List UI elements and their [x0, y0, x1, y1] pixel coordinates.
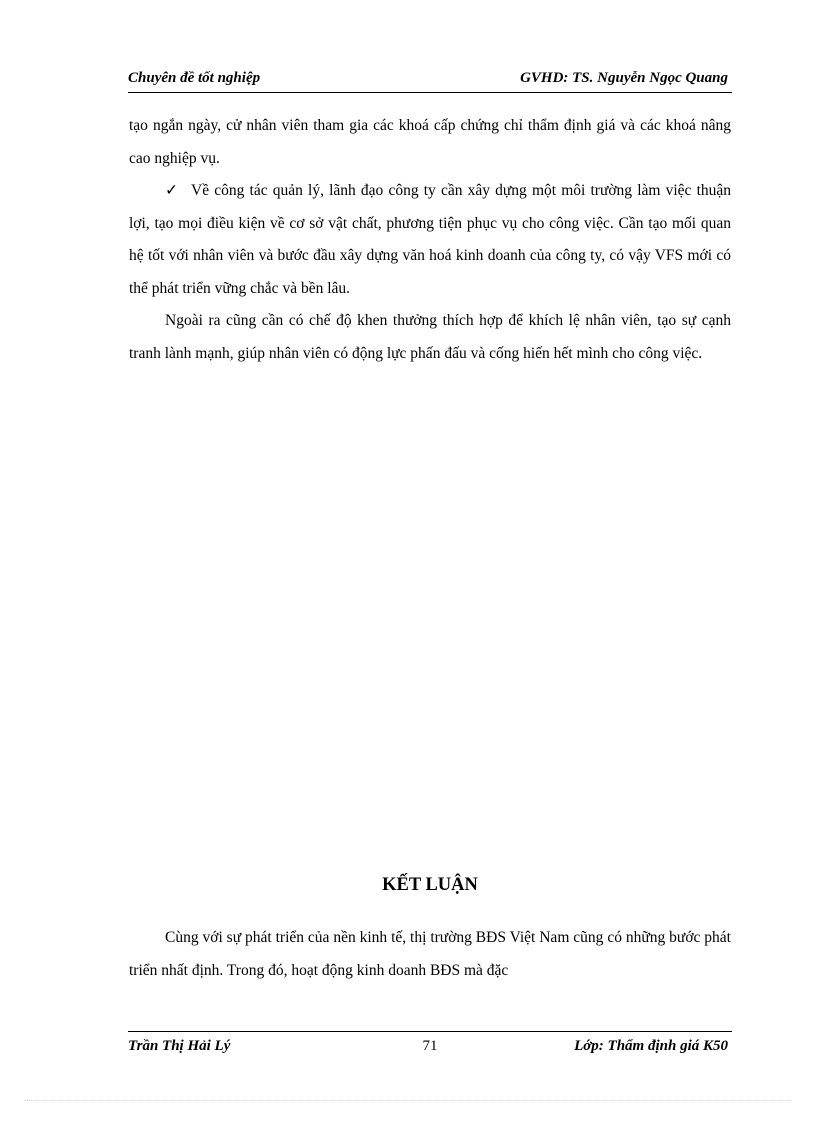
header-title: Chuyên đề tốt nghiệp	[128, 70, 261, 86]
footer-author: Trần Thị Hải Lý	[128, 1038, 231, 1054]
header-supervisor: GVHD: TS. Nguyễn Ngọc Quang	[520, 70, 728, 86]
page-footer	[128, 1031, 732, 1062]
page-edge-divider	[24, 1100, 792, 1101]
paragraph-rewards: Ngoài ra cũng cần có chế độ khen thưởng thích hợp để khích lệ nhân viên, tạo sự cạnh tranh lành mạnh, giúp nhân viên có động lực phấn đấu và cống hiến hết mình cho công việc.	[129, 312, 731, 362]
paragraph-training: tạo ngắn ngày, cử nhân viên tham gia các khoá cấp chứng chỉ thẩm định giá và các khoá nâng cao nghiệp vụ.	[129, 117, 731, 167]
conclusion-heading: KẾT LUẬN	[382, 875, 478, 895]
footer-class: Lớp: Thẩm định giá K50	[574, 1038, 728, 1054]
paragraph-management	[129, 175, 731, 305]
paragraph-management-text: Về công tác quản lý, lãnh đạo công ty cần xây dựng một môi trường làm việc thuận lợi, tạo mọi điều kiện về cơ sở vật chất, phương tiện phục vụ cho công việc. Cần tạo mối quan hệ tốt với nhân viên và bước đầu xây dựng văn hoá kinh doanh của công ty, có vậy VFS mới có thể phát triển vững chắc và bền lâu.	[129, 182, 731, 297]
checkmark-icon: ✓	[165, 182, 178, 199]
body-text	[129, 110, 731, 370]
paragraph-conclusion: Cùng với sự phát triển của nền kinh tế, thị trường BĐS Việt Nam cũng có những bước phát triển nhất định. Trong đó, hoạt động kinh doanh BĐS mà đặc	[129, 929, 731, 979]
page-number: 71	[422, 1038, 438, 1054]
conclusion-text	[129, 922, 731, 987]
page-header	[128, 68, 732, 93]
